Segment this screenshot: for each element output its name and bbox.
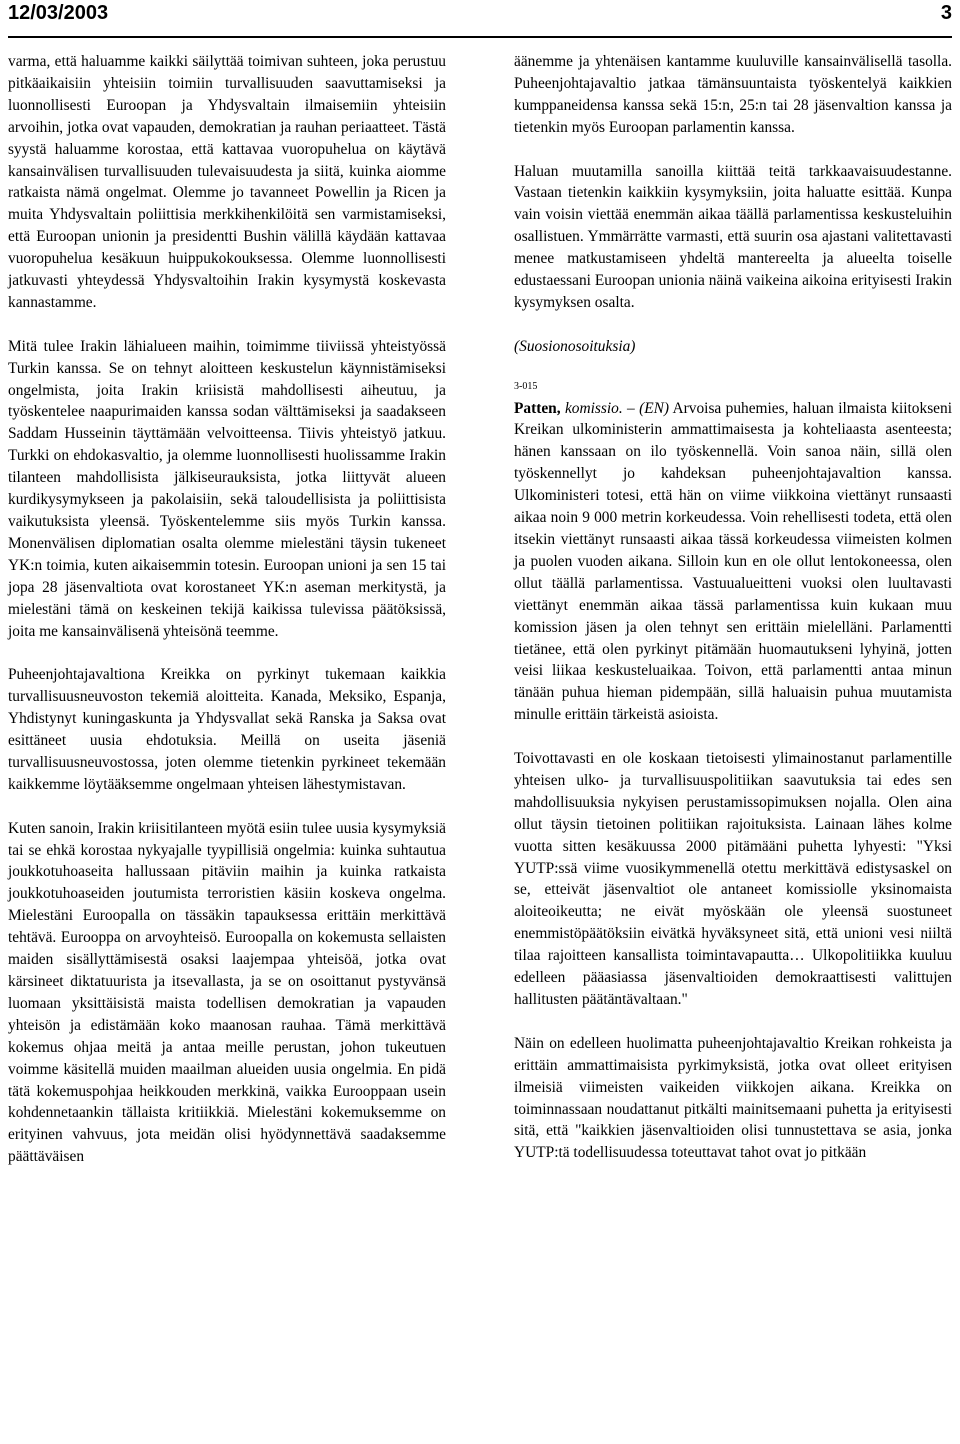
speech-code: 3-015 <box>514 380 538 392</box>
speech-language: (EN) <box>639 399 670 417</box>
speaker-name: Patten, <box>514 399 561 417</box>
page-number: 3 <box>940 2 952 24</box>
speaker-role: komissio. <box>564 399 623 417</box>
left-paragraph-4: Kuten sanoin, Irakin kriisitilanteen myötä esiin tulee uusia kysymyksiä tai se ehkä korostaa nykyajalle tyypillisiä ongelmia: kuinka suhtautua joukkotuhoaseita hallussaan pitäviin maihin ja kuinka ratkaista joukkotuhoaseiden joutumista terroristien käsiin koskeva ongelma. Mielestäni Euroopalla on tässäkin tapauksessa erittäin merkittävä tehtävä. Eurooppa on arvoyhteisö. Euroopalla on kokemusta sellaisten maiden sisällyttämisestä osaksi laajempaa yhteisöä, jotka ovat kärsineet diktatuurista ja itsevallasta, ja se on osoittanut pystyvänsä luomaan yksittäisistä maista todellisen demokratian ja vapauden yhteisön ja edistämään koko maanosan rauhaa. Tämä merkittävä kokemus ohjaa meitä ja antaa meille perustan, johon tukeutuen voimme käsitellä muiden maailman alueiden uusia ongelmia. En pidä tätä kokemuspohjaa heikkouden merkkinä, vaikka Eurooppaan usein kohdennetaankin tällaista kritiikkiä. Mielestäni kokemuksemme on erityinen vahvuus, jota meidän olisi hyödynnettävä saadaksemme päättäväisen <box>8 819 446 1166</box>
page-header <box>8 0 952 38</box>
right-paragraph-4: Toivottavasti en ole koskaan tietoisesti ylimainostanut parlamentille yhteisen ulko- ja turvallisuuspolitiikan saavutuksia tai edes sen mahdollisuuksia nykyisen perustamissopimuksen nojalla. Olen aina ollut täysin tietoinen politiikan rajoituksista. Lainaan lähes kolme vuotta sitten kesäkuussa 2000 pitämääni puhetta lyhyesti: "Yksi YUTP:ssä viime vuosikymmenellä otettu merkittävä edistysaskel on se, etteivät jäsenvaltiot ole antaneet komissiolle yksinomaista aloiteoikeutta; ne eivät myöskään ole yleensä suostuneet enemmistöpäätöksiin eivätkä hyväksyneet sitä, että unioni vesi niiltä tilaa rajoitteen kansallista toimintavapautta… Ulkopolitiikka kuuluu edelleen pääasiassa jäsenvaltioiden demokraattisesti valittujen hallitusten päätäntävaltaan." <box>514 750 952 1008</box>
right-paragraph-1: äänemme ja yhtenäisen kantamme kuuluville kansainvälisellä tasolla. Puheenjohtajavaltio jatkaa tämänsuuntaista työskentelyä kaikkien kumppaneidensa kanssa sekä 15:n, 25:n tai 28 jäsenvaltion kanssa ja tietenkin myös Euroopan parlamentin kanssa. <box>514 53 952 136</box>
header-date: 12/03/2003 <box>8 2 109 24</box>
left-column <box>8 51 446 1168</box>
applause-note: (Suosionosoituksia) <box>514 337 636 355</box>
right-paragraph-2: Haluan muutamilla sanoilla kiittää teitä tarkkaavaisuudestanne. Vastaan tietenkin kaikkiin kysymyksiin, joita haluatte esittää. Kunpa vain voisin viettää enemmän aikaa täällä parlamentissa keskusteluihin osallistuen. Ymmärrätte varmasti, että suurin osa ajastani valitettavasti menee matkustamiseen yhdeltä mantereelta ja alueelta toiselle edustaessani Euroopan unionia näinä vaikeina aikoina erityisesti Irakin kysymyksen osalta. <box>514 162 952 311</box>
right-paragraph-5: Näin on edelleen huolimatta puheenjohtajavaltio Kreikan rohkeista ja erittäin ammattimaisista pyrkimyksistä, jotka ovat olleet erityisen ilmeisiä viimeisten vaikeiden viikkojen aikana. Kreikka on toiminnassaan noudattanut pitkälti mainitsemaani puhetta ja erityisesti sitä, että "kaikkien jäsenvaltioiden olisi tunnustettava se asia, jonka YUTP:tä todellisuudessa toteuttavat tahot ovat jo pitkään <box>514 1034 952 1162</box>
speech-paragraph: Patten, komissio. – (EN) Arvoisa puhemies, haluan ilmaista kiitokseni Kreikan ulkoministerin ammattimaisesta ja kohteliaasta asenteesta; hänen kanssaan on ilo työskennellä. Voin sanoa näin, sillä olen työskennellyt jo kahdeksan puheenjohtajavaltion kanssa. Ulkoministeri totesi, että hän on viime viikkoina viettänyt runsaasti aikaa noin 9 000 metrin korkeudessa. Voin rehellisesti todeta, että olen itsekin viettänyt runsaasti aikaa tässä korkeudessa viimeisten kolmen ja puolen vuoden aikana. Silloin kun en ole ollut lentokoneessa, olen ollut täällä parlamentissa. Vastuualueitteni vuoksi olen luultavasti viettänyt enemmän aikaa tässä parlamentissa kuin kukaan muu komission jäsen ja olen tehnyt sen erittäin mielelläni. Parlamentti tietänee, että olen pyrkinyt pitämään huomautukseni lyhyinä, jotten veisi liikaa keskusteluaikaa. Toivon, että parlamentti antaa minun tänään puhua hieman pidempään, sillä haluaisin puhua muutamista minulle erittäin tärkeistä asioista. <box>514 399 952 724</box>
speech-text: Arvoisa puhemies, haluan ilmaista kiitokseni Kreikan ulkoministerin ammattimaisesta ja kohteliaasta asenteesta; hänen kanssaan on ilo työskennellä. Voin sanoa näin, sillä olen työskennellyt jo kahdeksan puheenjohtajavaltion kanssa. Ulkoministeri totesi, että hän on viime viikkoina viettänyt runsaasti aikaa noin 9 000 metrin korkeudessa. Voin rehellisesti todeta, että olen itsekin viettänyt runsaasti aikaa tässä korkeudessa viimeisten kolmen ja puolen vuoden aikana. Silloin kun en ole ollut lentokoneessa, olen ollut täällä parlamentissa. Vastuualueitteni vuoksi olen luultavasti viettänyt enemmän aikaa tässä parlamentissa kuin kukaan muu komission jäsen ja olen tehnyt sen erittäin mielelläni. Parlamentti tietänee, että olen pyrkinyt pitämään huomautukseni lyhyinä, jotten veisi liikaa keskusteluaikaa. Toivon, että parlamentti antaa minun tänään puhua hieman pidempään, sillä haluaisin puhua muutamista minulle erittäin tärkeistä asioista. <box>514 399 952 724</box>
left-paragraph-2: Mitä tulee Irakin lähialueen maihin, toimimme tiiviissä yhteistyössä Turkin kanssa. Se on tehnyt aloitteen keskustelun käynnistämiseksi ongelmista, joita Irakin kriisistä mahdollisesti aiheutuu, ja työskentelee naapurimaiden kanssa sodan välttämiseksi ja saadakseen Saddam Husseinin täyttämään velvoitteensa. Tiivis yhteistyö jatkuu. Turkki on ehdokasvaltio, ja olemme luonnollisesti huolissamme Irakin tilanteen mahdollisista jälkiseurauksista, jotka liittyvät alueen kurdikysymykseen ja pakolaisiin, sekä taloudellisista ja poliittisista vaikutuksista yleensä. Työskentelemme siis myös Turkin kanssa. Monenvälisen diplomatian osalta olemme mielestäni täysin tukeneet YK:n toimia, kuten aikaisemmin totesin. Euroopan unioni ja sen 15 tai jopa 28 jäsenvaltiota ovat korostaneet YK:n aseman merkitystä, ja mielestäni tämä on keskeinen tekijä kaikissa tulevissa päätöksissä, joita me kansainvälisenä yhteisönä teemme. <box>8 337 446 640</box>
right-column <box>514 51 952 1164</box>
left-paragraph-1: varma, että haluamme kaikki säilyttää toimivan suhteen, joka perustuu pitkäaikaisiin yhteisiin toimiin turvallisuuden saavuttamiseksi ja luonnollisesti Euroopan ja Yhdysvaltain ilmaisemiin yhteisiin arvoihin, jotka ovat vapauden, demokratian ja rauhan periaatteet. Tästä syystä haluamme korostaa, että kattavaa vuoropuhelua on käytävä kansainvälisen turvallisuuden tulevaisuudesta ja siitä, kuinka aiomme ratkaista nämä ongelmat. Olemme jo tavanneet Powellin ja Ricen ja muita Yhdysvaltain poliittisia merkkihenkilöitä sen varmistamiseksi, että Euroopan unionin ja presidentti Bushin välillä käydään kattavaa vuoropuhelua kesäkuun huippukokouksessa. Olemme luonnollisesti jatkuvasti yhteydessä Yhdysvaltoihin Irakin kysymystä koskevasta kannastamme. <box>8 53 446 311</box>
left-paragraph-3: Puheenjohtajavaltiona Kreikka on pyrkinyt tukemaan kaikkia turvallisuusneuvoston tekemiä aloitteita. Kanada, Meksiko, Espanja, Yhdistynyt kuningaskunta ja Yhdysvallat sekä Ranska ja Saksa ovat esittäneet uusia ehdotuksia. Meillä on useita jäseniä turvallisuusneuvostossa, joten olemme tietenkin pyrkineet tekemään kaikkemme löytääksemme ongelmaan yhteisen lähestymistavan. <box>8 666 446 793</box>
